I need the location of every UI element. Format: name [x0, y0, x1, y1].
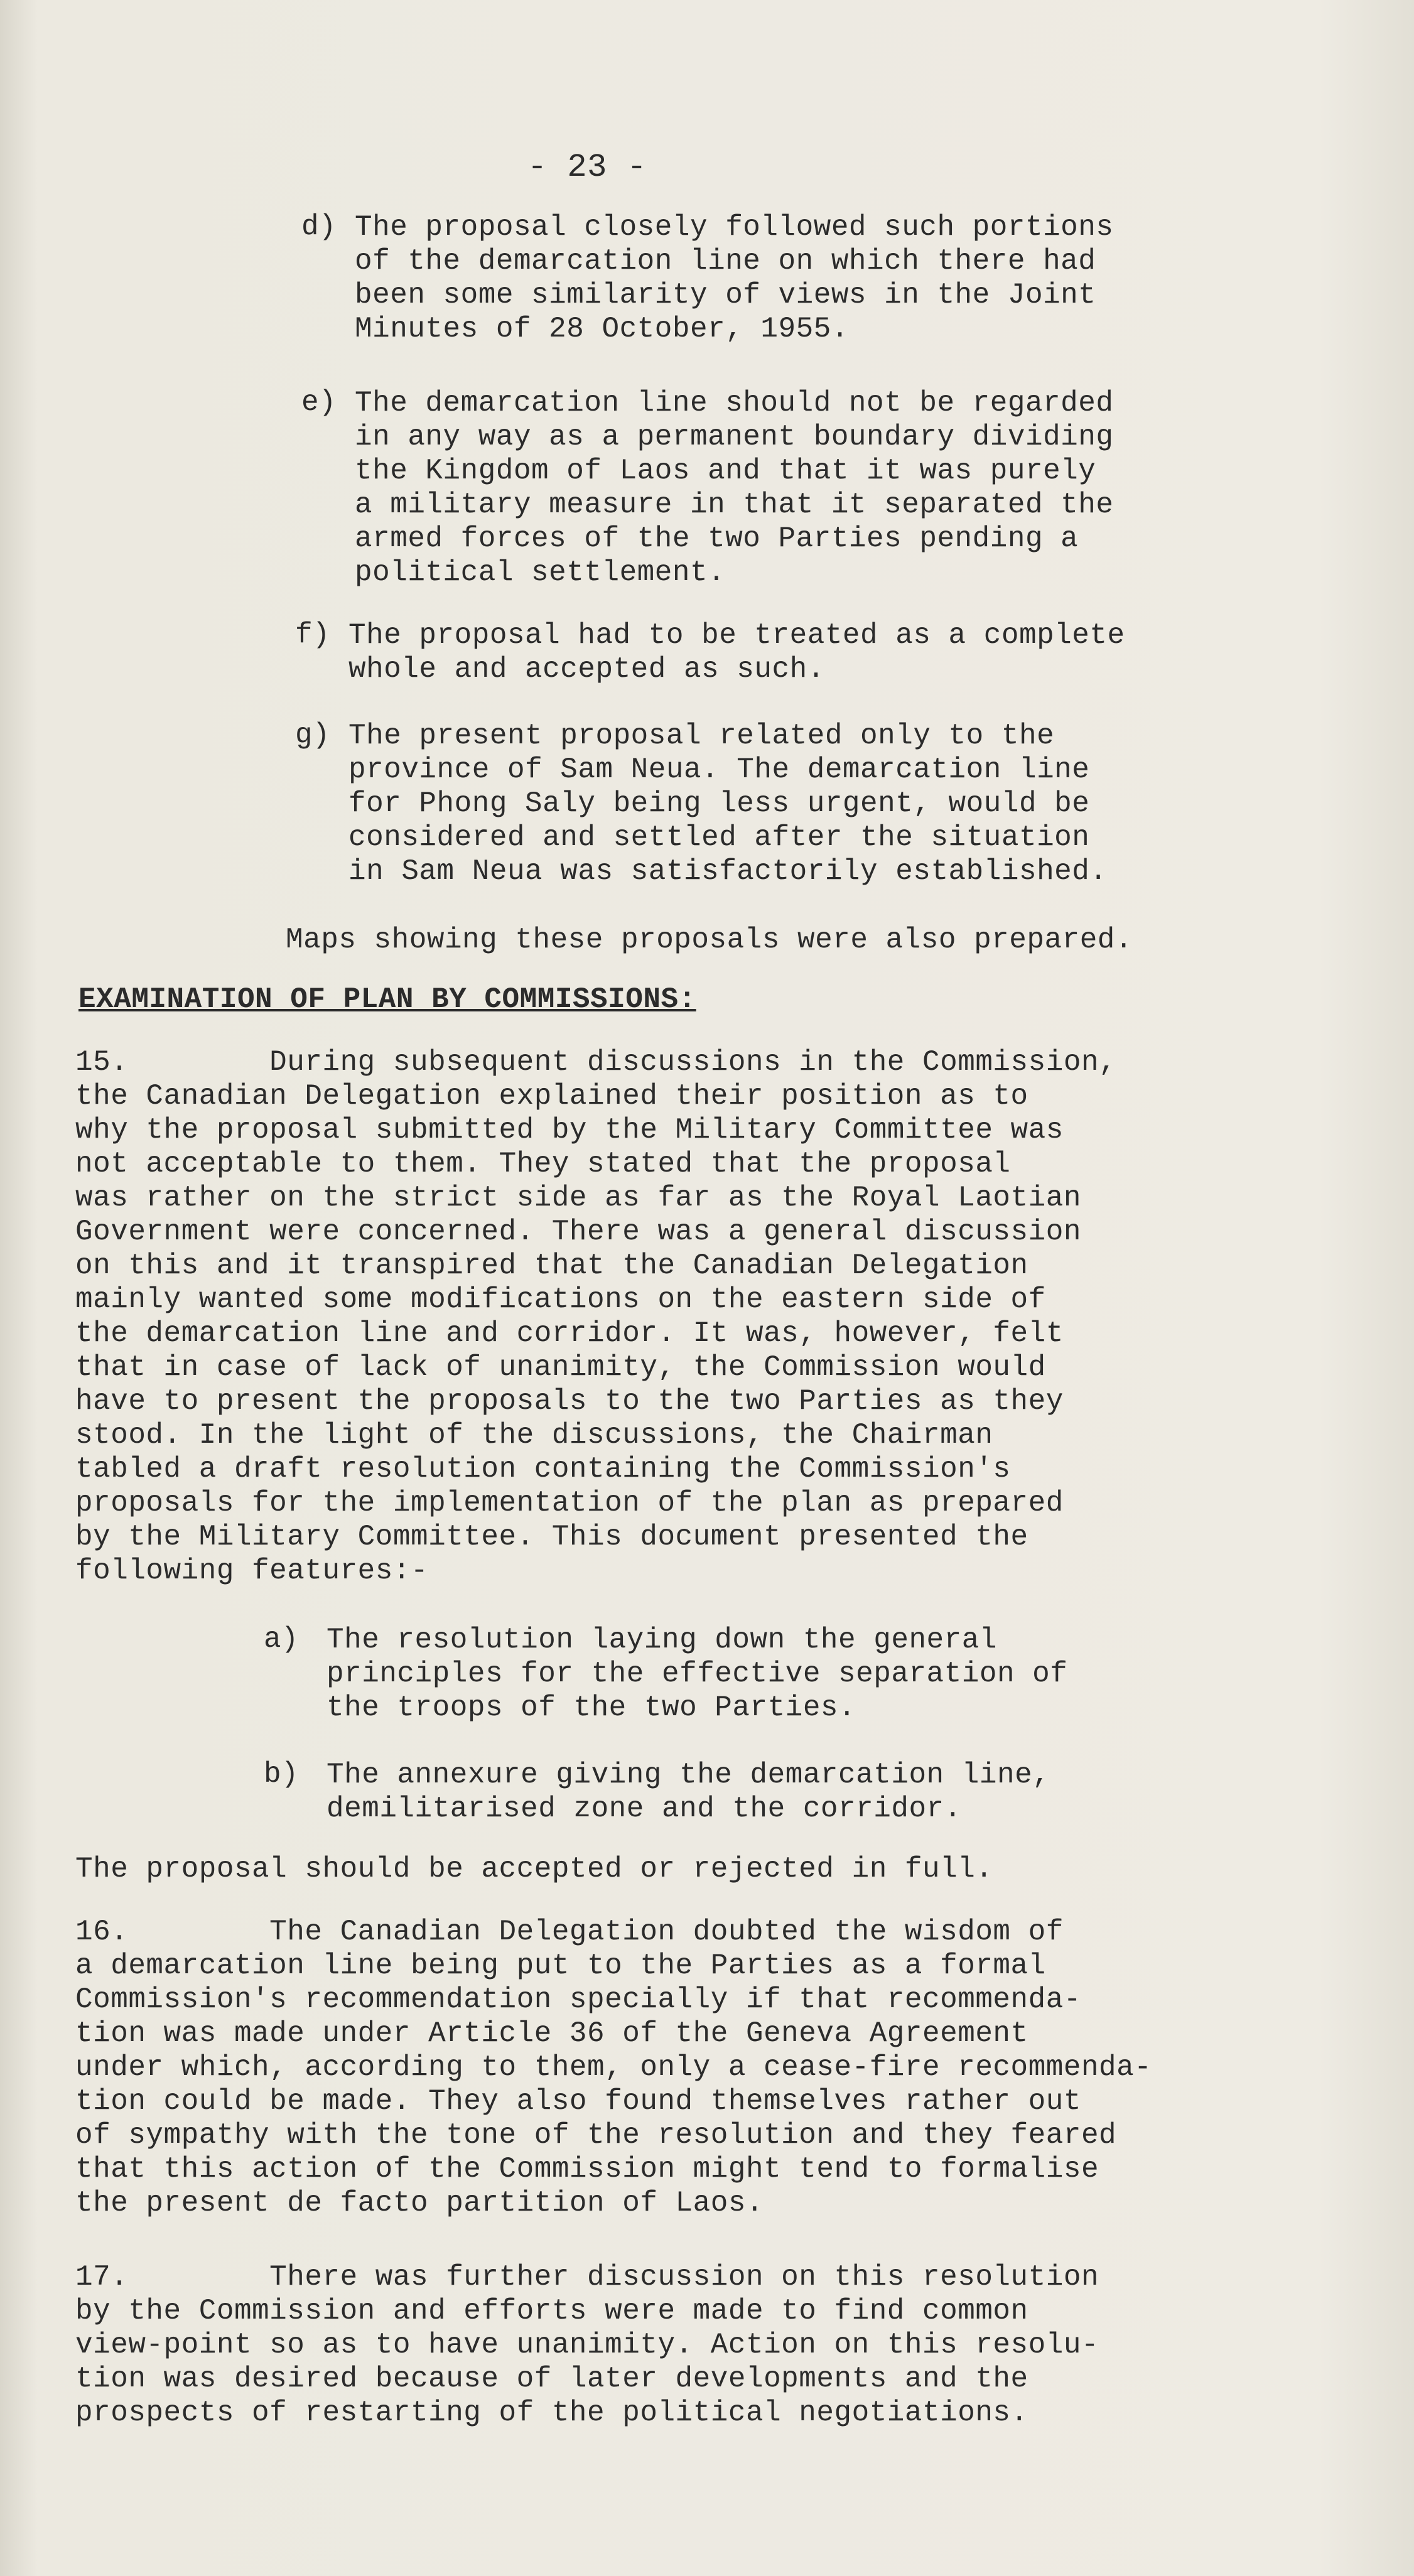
paragraph-line: 16. The Canadian Delegation doubted the wisdom of	[75, 1916, 1064, 1948]
paragraph-line: a demarcation line being put to the Parties as a formal	[75, 1949, 1046, 1982]
paragraph-line: following features:-	[75, 1555, 429, 1587]
paragraph-line: tion was desired because of later developments and the	[75, 2363, 1028, 2395]
list-item-d-line: Minutes of 28 October, 1955.	[355, 313, 849, 345]
list-item-d-line: The proposal closely followed such portions	[355, 211, 1114, 244]
list-item-d-line: of the demarcation line on which there had	[355, 245, 1096, 278]
paragraph-line: tabled a draft resolution containing the Commission's	[75, 1453, 1011, 1485]
paragraph-line: stood. In the light of the discussions, the Chairman	[75, 1419, 993, 1452]
list-item-e-line: political settlement.	[355, 556, 726, 589]
feature-a-line: the troops of the two Parties.	[327, 1691, 856, 1724]
paragraph-line: Commission's recommendation specially if that recommenda-	[75, 1983, 1081, 2016]
list-item-g-line: The present proposal related only to the	[348, 719, 1055, 752]
paragraph-line: the demarcation line and corridor. It was, however, felt	[75, 1317, 1064, 1350]
paragraph-line: by the Commission and efforts were made to find common	[75, 2295, 1028, 2327]
list-item-d-line: been some similarity of views in the Joint	[355, 279, 1096, 311]
feature-b-line: demilitarised zone and the corridor.	[327, 1792, 962, 1825]
paragraph-line: why the proposal submitted by the Military Committee was	[75, 1114, 1064, 1146]
list-item-e-line: armed forces of the two Parties pending a	[355, 522, 1079, 555]
feature-a-line: principles for the effective separation of	[327, 1657, 1068, 1690]
paragraph-line: 15. During subsequent discussions in the Commission,	[75, 1046, 1117, 1079]
paragraph-line: that in case of lack of unanimity, the Commission would	[75, 1351, 1046, 1384]
paragraph-line: the present de facto partition of Laos.	[75, 2187, 764, 2219]
paragraph-line: that this action of the Commission might tend to formalise	[75, 2153, 1099, 2185]
paragraph-line: tion was made under Article 36 of the Geneva Agreement	[75, 2017, 1028, 2050]
paragraph-line: tion could be made. They also found themselves rather out	[75, 2085, 1081, 2118]
section-heading: EXAMINATION OF PLAN BY COMMISSIONS:	[78, 983, 696, 1016]
feature-label-b: b)	[264, 1758, 299, 1791]
paragraph-line: on this and it transpired that the Canadian Delegation	[75, 1249, 1028, 1282]
paragraph-line: prospects of restarting of the political negotiations.	[75, 2396, 1028, 2429]
list-item-g-line: province of Sam Neua. The demarcation line	[348, 753, 1090, 786]
list-item-e-line: in any way as a permanent boundary dividing	[355, 421, 1114, 453]
list-item-f-line: whole and accepted as such.	[348, 653, 825, 686]
feature-label-a: a)	[264, 1623, 299, 1656]
list-item-f-line: The proposal had to be treated as a complete	[348, 619, 1125, 652]
full-acceptance-line: The proposal should be accepted or rejected in full.	[75, 1853, 993, 1885]
paragraph-line: view-point so as to have unanimity. Action on this resolu-	[75, 2329, 1099, 2361]
paragraph-line: have to present the proposals to the two Parties as they	[75, 1385, 1064, 1418]
list-label-e: e)	[301, 386, 337, 419]
paragraph-line: was rather on the strict side as far as the Royal Laotian	[75, 1182, 1081, 1214]
paragraph-line: Government were concerned. There was a general discussion	[75, 1215, 1081, 1248]
paragraph-line: proposals for the implementation of the plan as prepared	[75, 1487, 1064, 1519]
paragraph-line: not acceptable to them. They stated that the proposal	[75, 1148, 1011, 1180]
paragraph-line: 17. There was further discussion on this resolution	[75, 2261, 1099, 2293]
feature-b-line: The annexure giving the demarcation line,	[327, 1759, 1050, 1791]
list-item-g-line: considered and settled after the situation	[348, 821, 1090, 854]
list-label-f: f)	[295, 618, 330, 651]
paragraph-line: mainly wanted some modifications on the eastern side of	[75, 1283, 1046, 1316]
paragraph-line: of sympathy with the tone of the resolution and they feared	[75, 2119, 1117, 2152]
list-item-e-line: the Kingdom of Laos and that it was purely	[355, 455, 1096, 487]
list-item-e-line: The demarcation line should not be regarded	[355, 387, 1114, 419]
maps-line: Maps showing these proposals were also prepared.	[286, 924, 1133, 956]
list-item-g-line: for Phong Saly being less urgent, would be	[348, 787, 1090, 820]
feature-a-line: The resolution laying down the general	[327, 1624, 997, 1656]
page-number: - 23 -	[527, 149, 647, 186]
list-label-g: g)	[295, 719, 330, 752]
paragraph-line: the Canadian Delegation explained their position as to	[75, 1080, 1028, 1113]
paragraph-line: by the Military Committee. This document presented the	[75, 1521, 1028, 1553]
paragraph-line: under which, according to them, only a cease-fire recommenda-	[75, 2051, 1152, 2084]
list-label-d: d)	[301, 210, 337, 243]
list-item-g-line: in Sam Neua was satisfactorily established.	[348, 855, 1108, 888]
list-item-e-line: a military measure in that it separated the	[355, 488, 1114, 521]
